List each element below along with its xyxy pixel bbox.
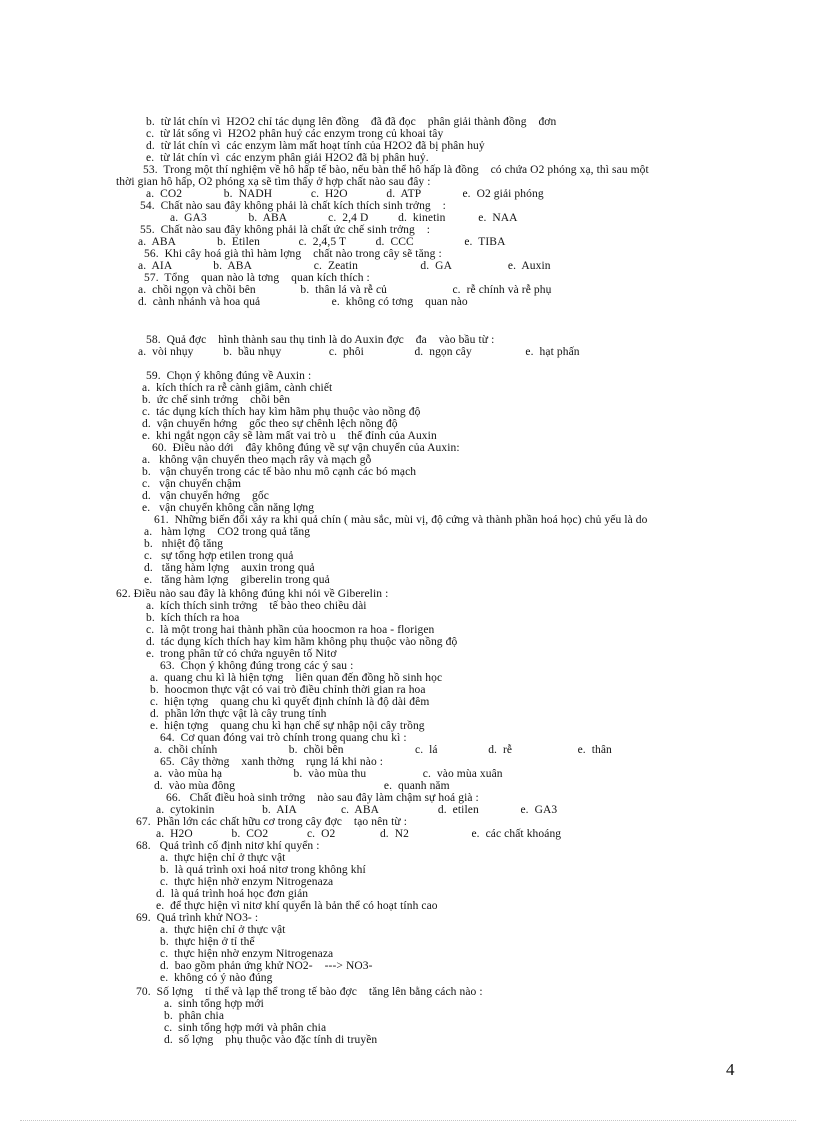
text-line: a. cytokinin b. AIA c. ABA d. etilen e. GA3: [156, 804, 558, 816]
text-line: c. thực hiện nhờ enzym Nitrogenaza: [160, 876, 334, 888]
text-line: 65. Cây thờng xanh thờng rụng lá khi nào :: [160, 756, 384, 768]
text-line: e. hiện tợng quang chu kì hạn chế sự nhập nội cây trồng: [150, 720, 425, 732]
text-line: 60. Điều nào dới đây không đúng về sự vận chuyển của Auxin:: [152, 442, 460, 454]
text-line: c. hiện tợng quang chu kì quyết định chính là độ dài đêm: [150, 696, 430, 708]
text-line: 68. Quá trình cố định nitơ khí quyển :: [136, 840, 320, 852]
text-line: d. từ lát chín vì các enzym làm mất hoạt tính của H2O2 đã bị phân huỷ: [146, 140, 485, 152]
text-line: b. từ lát chín vì H2O2 chỉ tác dụng lên đồng đã đã đọc phân giải thành đồng đơn: [146, 116, 557, 128]
text-line: d. số lợng phụ thuộc vào đặc tính di truyền: [164, 1034, 378, 1046]
text-line: a. vòi nhụy b. bầu nhụy c. phôi d. ngọn cây e. hạt phấn: [138, 346, 580, 358]
text-line: d. là quá trình hoá học đơn giản: [156, 888, 309, 900]
text-line: b. vận chuyển trong các tế bào nhu mô cạnh các bó mạch: [142, 466, 417, 478]
text-line: c. là một trong hai thành phần của hoocmon ra hoa - florigen: [146, 624, 435, 636]
text-line: 54. Chất nào sau đây không phải là chất kích thích sinh trởng :: [140, 200, 446, 212]
text-line: d. vận chuyển hớng gốc theo sự chênh lệch nồng độ: [142, 418, 398, 430]
text-line: c. thực hiện nhờ enzym Nitrogenaza: [160, 948, 334, 960]
text-line: a. sinh tổng hợp mới: [164, 998, 264, 1010]
text-line: 70. Số lợng tỉ thể và lạp thể trong tế bào đợc tăng lên bằng cách nào :: [136, 986, 483, 998]
text-line: a. thực hiện chỉ ở thực vật: [160, 852, 286, 864]
text-line: b. nhiệt độ tăng: [144, 538, 224, 550]
text-line: a. CO2 b. NADH c. H2O d. ATP e. O2 giải phóng: [146, 188, 544, 200]
text-line: c. sinh tổng hợp mới và phân chia: [164, 1022, 327, 1034]
text-line: 56. Khi cây hoá già thì hàm lợng chất nào trong cây sẽ tăng :: [144, 248, 442, 260]
text-line: b. là quá trình oxi hoá nitơ trong không khí: [160, 864, 366, 876]
text-line: b. ức chế sinh trởng chồi bên: [142, 394, 291, 406]
text-line: 55. Chất nào sau đây không phải là chất ức chế sinh trởng :: [140, 224, 431, 236]
text-line: a. vào mùa hạ b. vào mùa thu c. vào mùa xuân: [154, 768, 503, 780]
text-line: a. H2O b. CO2 c. O2 d. N2 e. các chất khoáng: [156, 828, 562, 840]
text-line: d. vào mùa đông e. quanh năm: [154, 780, 450, 792]
text-line: e. không có ý nào đúng: [160, 972, 273, 984]
text-line: e. tăng hàm lợng giberelin trong quả: [144, 574, 330, 586]
text-line: c. sự tổng hợp etilen trong quả: [144, 550, 294, 562]
text-line: a. hàm lợng CO2 trong quả tăng: [144, 526, 311, 538]
text-line: d. phần lớn thực vật là cây trung tính: [150, 708, 327, 720]
text-line: a. AIA b. ABA c. Zeatin d. GA e. Auxin: [138, 260, 551, 272]
text-line: e. vận chuyển không cần năng lợng: [142, 502, 315, 514]
text-line: e. trong phân tử có chứa nguyên tố Nitơ: [146, 648, 337, 660]
text-line: e. từ lát chín vì các enzym phân giải H2O2 đã bị phân huỷ.: [146, 152, 429, 164]
text-line: a. GA3 b. ABA c. 2,4 D d. kinetin e. NAA: [170, 212, 518, 224]
text-line: 69. Quá trình khử NO3- :: [136, 912, 259, 924]
text-line: 61. Những biến đổi xảy ra khi quả chín ( màu sắc, mùi vị, độ cứng và thành phần hoá học) chủ yếu là do: [154, 514, 648, 526]
text-line: a. chồi chính b. chồi bên c. lá d. rễ e. thân: [154, 744, 612, 756]
text-line: d. vận chuyển hớng gốc: [142, 490, 269, 502]
text-line: 64. Cơ quan đóng vai trò chính trong quang chu kì :: [160, 732, 407, 744]
text-line: b. hoocmon thực vật có vai trò điều chỉnh thời gian ra hoa: [150, 684, 426, 696]
text-line: c. tác dụng kích thích hay kìm hãm phụ thuộc vào nồng độ: [142, 406, 421, 418]
text-line: 63. Chọn ý không đúng trong các ý sau :: [160, 660, 354, 672]
text-line: 66. Chất điều hoà sinh trởng nào sau đây làm chậm sự hoá già :: [166, 792, 479, 804]
text-line: 57. Tổng quan nào là tơng quan kích thích :: [144, 272, 370, 284]
text-line: c. từ lát sống vì H2O2 phân huỷ các enzym trong củ khoai tây: [146, 128, 444, 140]
text-line: b. thực hiện ở tỉ thể: [160, 936, 255, 948]
text-line: c. vận chuyển chậm: [142, 478, 242, 490]
text-line: e. khi ngắt ngọn cây sẽ làm mất vai trò u thế đỉnh của Auxin: [142, 430, 437, 442]
text-line: 53. Trong một thí nghiệm về hô hấp tế bào, nếu bàn thể hô hấp là đồng có chứa O2 phóng xạ, thì sau một: [143, 164, 649, 176]
text-line: d. cành nhánh và hoa quả e. không có tơng quan nào: [138, 296, 468, 308]
text-line: b. kích thích ra hoa: [146, 612, 240, 624]
text-line: d. bao gồm phản ứng khử NO2- ---> NO3-: [160, 960, 373, 972]
text-line: b. phân chia: [164, 1010, 225, 1022]
page-number: 4: [726, 1060, 735, 1079]
text-line: a. kích thích sinh trởng tế bào theo chiều dài: [146, 600, 367, 612]
text-line: 59. Chọn ý không đúng về Auxin :: [146, 370, 312, 382]
text-line: d. tăng hàm lợng auxin trong quả: [144, 562, 315, 574]
text-line: a. kích thích ra rễ cành giâm, cành chiết: [142, 382, 333, 394]
text-line: 58. Quả đợc hình thành sau thụ tinh là do Auxin đợc đa vào bầu từ :: [146, 334, 495, 346]
text-line: a. quang chu kì là hiện tợng liên quan đến đồng hồ sinh học: [150, 672, 443, 684]
text-line: a. không vận chuyển theo mạch rây và mạch gỗ: [142, 454, 372, 466]
text-line: a. ABA b. Etilen c. 2,4,5 T d. CCC e. TIBA: [138, 236, 506, 248]
text-line: a. chồi ngọn và chồi bên b. thân lá và rễ củ c. rễ chính và rễ phụ: [138, 284, 552, 296]
text-line: e. để thực hiện vì nitơ khí quyển là bản thể có hoạt tính cao: [156, 900, 438, 912]
text-line: thời gian hô hấp, O2 phóng xạ sẽ tìm thấy ở hợp chất nào sau đây :: [116, 176, 431, 188]
text-line: a. thực hiện chỉ ở thực vật: [160, 924, 286, 936]
text-line: 62. Điều nào sau đây là không đúng khi nói về Giberelin :: [116, 588, 389, 600]
text-line: 67. Phần lớn các chất hữu cơ trong cây đợc tạo nên từ :: [136, 816, 408, 828]
page-bottom-divider: [20, 1120, 796, 1121]
text-line: d. tác dụng kích thích hay kìm hãm không phụ thuộc vào nồng độ: [146, 636, 458, 648]
